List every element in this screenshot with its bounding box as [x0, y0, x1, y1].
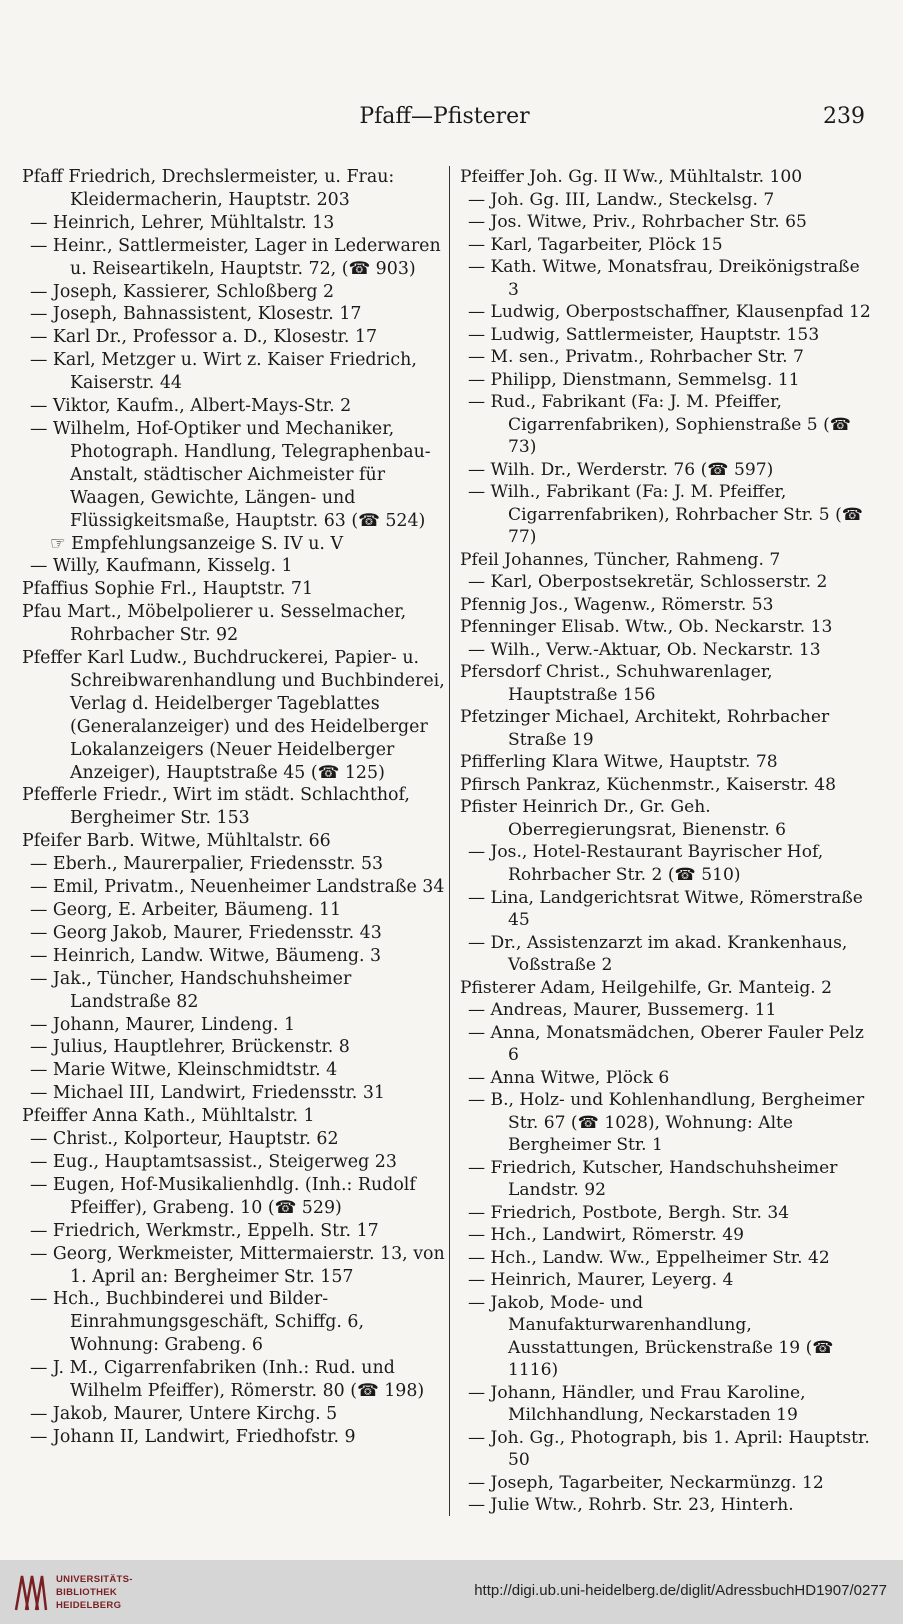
directory-entry: Pfaffius Sophie Frl., Hauptstr. 71: [22, 579, 314, 600]
directory-entry: — Hch., Buchbinderei und Bilder-Einrahmungsgeschäft, Schiffg. 6, Wohnung: Grabeng. 6: [30, 1289, 364, 1356]
directory-entry: — Willy, Kaufmann, Kisselg. 1: [30, 556, 293, 577]
directory-entry: Pfenninger Elisab. Wtw., Ob. Neckarstr. 13: [460, 617, 833, 638]
directory-entry: — Ludwig, Oberpostschaffner, Klausenpfad 12: [468, 302, 871, 323]
directory-entry: — Karl Dr., Professor a. D., Klosestr. 17: [30, 327, 378, 348]
directory-entry: — Lina, Landgerichtsrat Witwe, Römerstraße 45: [468, 887, 863, 931]
directory-entry: — Heinr., Sattlermeister, Lager in Lederwaren u. Reiseartikeln, Hauptstr. 72, (☎ 903): [30, 235, 441, 279]
directory-entry: — Hch., Landwirt, Römerstr. 49: [468, 1225, 745, 1246]
directory-entry: — B., Holz- und Kohlenhandlung, Bergheimer Str. 67 (☎ 1028), Wohnung: Alte Bergheimer Str. 1: [468, 1090, 865, 1156]
directory-entry: — Rud., Fabrikant (Fa: J. M. Pfeiffer, Cigarrenfabriken), Sophienstraße 5 (☎ 73): [468, 392, 852, 458]
directory-entry: ☞ Empfehlungsanzeige S. IV u. V: [50, 533, 344, 554]
directory-entry: — Ludwig, Sattlermeister, Hauptstr. 153: [468, 324, 820, 345]
directory-entry: — Georg Jakob, Maurer, Friedensstr. 43: [30, 922, 382, 943]
directory-entry: Pfennig Jos., Wagenw., Römerstr. 53: [460, 594, 774, 615]
directory-entry: Pfeil Johannes, Tüncher, Rahmeng. 7: [460, 549, 781, 570]
directory-entry: — Christ., Kolporteur, Hauptstr. 62: [30, 1129, 339, 1150]
directory-entry: — Jakob, Mode- und Manufakturwarenhandlung, Ausstattungen, Brückenstraße 19 (☎ 1116): [468, 1292, 834, 1381]
directory-entry: — Andreas, Maurer, Bussemerg. 11: [468, 1000, 777, 1021]
page-header: [24, 98, 865, 138]
directory-entry: — Joh. Gg., Photograph, bis 1. April: Hauptstr. 50: [468, 1427, 870, 1471]
directory-entry: — J. M., Cigarrenfabriken (Inh.: Rud. und Wilhelm Pfeiffer), Römerstr. 80 (☎ 198): [30, 1358, 425, 1402]
directory-entry: — Heinrich, Lehrer, Mühltalstr. 13: [30, 212, 335, 233]
directory-entry: — Karl, Tagarbeiter, Plöck 15: [468, 234, 723, 255]
directory-entry: Pfeifer Barb. Witwe, Mühltalstr. 66: [22, 831, 331, 852]
directory-entry: — M. sen., Privatm., Rohrbacher Str. 7: [468, 347, 804, 368]
source-url-link[interactable]: http://digi.ub.uni-heidelberg.de/diglit/AdressbuchHD1907/0277: [474, 1582, 887, 1599]
logo-line-3: HEIDELBERG: [56, 1600, 122, 1611]
directory-entry: — Philipp, Dienstmann, Semmelsg. 11: [468, 369, 800, 390]
directory-entry: — Julie Wtw., Rohrb. Str. 23, Hinterh.: [468, 1495, 794, 1516]
directory-entry: Pfifferling Klara Witwe, Hauptstr. 78: [460, 752, 778, 773]
directory-entry: Pfeiffer Joh. Gg. II Ww., Mühltalstr. 100: [460, 167, 803, 187]
directory-entry: Pfau Mart., Möbelpolierer u. Sesselmacher, Rohrbacher Str. 92: [22, 602, 407, 646]
directory-entry: — Johann II, Landwirt, Friedhofstr. 9: [30, 1426, 356, 1447]
directory-entry: — Georg, E. Arbeiter, Bäumeng. 11: [30, 900, 342, 920]
left-column: [22, 166, 452, 1449]
directory-entry: Pfersdorf Christ., Schuhwarenlager, Hauptstraße 156: [460, 662, 773, 705]
directory-entry: — Friedrich, Postbote, Bergh. Str. 34: [468, 1202, 790, 1223]
directory-entry: — Friedrich, Werkmstr., Eppelh. Str. 17: [30, 1220, 379, 1241]
directory-entry: — Hch., Landw. Ww., Eppelheimer Str. 42: [468, 1247, 830, 1268]
directory-entry: — Wilhelm, Hof-Optiker und Mechaniker, Photograph. Handlung, Telegraphenbau-Anstalt, städtischer Aichmeister für Waagen, Gewichte, Längen- und Flüssigkeitsmaße, Hauptstr. 63 (☎ 524): [30, 418, 431, 531]
directory-entry: — Karl, Metzger u. Wirt z. Kaiser Friedrich, Kaiserstr. 44: [30, 350, 417, 394]
viewer-footer: [0, 1560, 903, 1624]
directory-entry: — Anna, Monatsmädchen, Oberer Fauler Pelz 6: [468, 1022, 864, 1066]
directory-entry: Pfaff Friedrich, Drechslermeister, u. Frau: Kleidermacherin, Hauptstr. 203: [22, 167, 395, 210]
directory-entry: — Jos. Witwe, Priv., Rohrbacher Str. 65: [468, 212, 807, 233]
directory-entry: — Karl, Oberpostsekretär, Schlosserstr. 2: [468, 572, 828, 593]
directory-entry: — Anna Witwe, Plöck 6: [468, 1067, 670, 1088]
directory-entry: Pfetzinger Michael, Architekt, Rohrbacher Straße 19: [460, 707, 830, 750]
directory-entry: — Eugen, Hof-Musikalienhdlg. (Inh.: Rudolf Pfeiffer), Grabeng. 10 (☎ 529): [30, 1174, 416, 1218]
directory-entry: — Marie Witwe, Kleinschmidtstr. 4: [30, 1060, 338, 1081]
directory-entry: — Georg, Werkmeister, Mittermaierstr. 13, von 1. April an: Bergheimer Str. 157: [30, 1243, 445, 1287]
directory-entry: — Jakob, Maurer, Untere Kirchg. 5: [30, 1403, 338, 1424]
directory-entry: — Jos., Hotel-Restaurant Bayrischer Hof, Rohrbacher Str. 2 (☎ 510): [468, 842, 824, 885]
directory-entry: — Joh. Gg. III, Landw., Steckelsg. 7: [468, 189, 775, 210]
directory-entry: — Kath. Witwe, Monatsfrau, Dreikönigstraße 3: [468, 257, 860, 300]
directory-entry: — Michael III, Landwirt, Friedensstr. 31: [30, 1083, 385, 1104]
directory-entry: Pfisterer Adam, Heilgehilfe, Gr. Manteig. 2: [460, 977, 833, 998]
column-divider: [449, 166, 450, 1516]
directory-entry: — Johann, Maurer, Lindeng. 1: [30, 1014, 296, 1035]
directory-entry: Pfirsch Pankraz, Küchenmstr., Kaiserstr. 48: [460, 774, 836, 795]
logo-line-1: UNIVERSITÄTS-: [56, 1574, 133, 1585]
directory-entry: — Wilh., Verw.-Aktuar, Ob. Neckarstr. 13: [468, 639, 821, 660]
directory-entry: — Johann, Händler, und Frau Karoline, Milchhandlung, Neckarstaden 19: [468, 1382, 806, 1426]
directory-entry: — Julius, Hauptlehrer, Brückenstr. 8: [30, 1037, 350, 1058]
directory-entry: — Eug., Hauptamtsassist., Steigerweg 23: [30, 1151, 397, 1172]
directory-entry: — Joseph, Bahnassistent, Klosestr. 17: [30, 304, 362, 325]
directory-entry: Pfeiffer Anna Kath., Mühltalstr. 1: [22, 1106, 315, 1127]
library-logo[interactable]: [12, 1570, 182, 1614]
page-number: 239: [823, 104, 865, 129]
directory-entry: — Viktor, Kaufm., Albert-Mays-Str. 2: [30, 396, 352, 417]
directory-entry: — Dr., Assistenzarzt im akad. Krankenhaus, Voßstraße 2: [468, 932, 848, 976]
running-title: Pfaff—Pfisterer: [359, 104, 530, 129]
directory-entry: Pfeffer Karl Ludw., Buchdruckerei, Papier- u. Schreibwarenhandlung und Buchbinderei, Verlag d. Heidelberger Tageblattes (Generalanzeiger) und des Heidelberger Lokalanzeigers (Neuer Heidelberger Anzeiger), Hauptstraße 45 (☎ 125): [22, 648, 445, 783]
right-column: [460, 166, 872, 1517]
directory-entry: — Emil, Privatm., Neuenheimer Landstraße 34: [30, 877, 445, 898]
directory-entry: — Joseph, Kassierer, Schloßberg 2: [30, 281, 335, 302]
directory-entry: Pfefferle Friedr., Wirt im städt. Schlachthof, Bergheimer Str. 153: [22, 785, 410, 829]
directory-entry: Pfister Heinrich Dr., Gr. Geh. Oberregierungsrat, Bienenstr. 6: [460, 797, 787, 840]
directory-entry: — Eberh., Maurerpalier, Friedensstr. 53: [30, 854, 384, 875]
directory-entry: — Heinrich, Landw. Witwe, Bäumeng. 3: [30, 945, 382, 966]
directory-entry: — Wilh., Fabrikant (Fa: J. M. Pfeiffer, Cigarrenfabriken), Rohrbacher Str. 5 (☎ 77): [468, 482, 864, 548]
directory-entry: — Heinrich, Maurer, Leyerg. 4: [468, 1270, 734, 1291]
seal-icon: [12, 1570, 48, 1614]
directory-entry: — Wilh. Dr., Werderstr. 76 (☎ 597): [468, 459, 774, 480]
logo-line-2: BIBLIOTHEK: [56, 1587, 118, 1598]
directory-entry: — Friedrich, Kutscher, Handschuhsheimer Landstr. 92: [468, 1157, 838, 1201]
directory-entry: — Joseph, Tagarbeiter, Neckarmünzg. 12: [468, 1472, 824, 1493]
directory-entry: — Jak., Tüncher, Handschuhsheimer Landstraße 82: [30, 968, 352, 1012]
